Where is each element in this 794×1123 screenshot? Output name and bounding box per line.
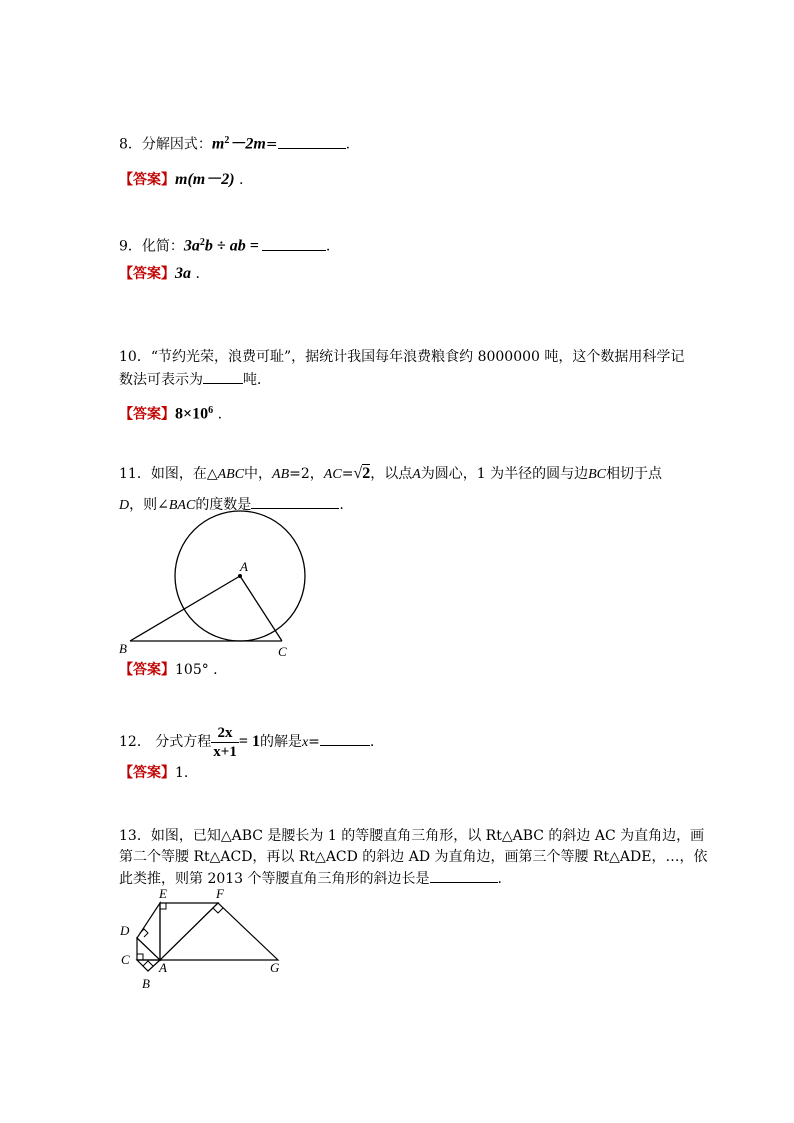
q13-label-f: F [216,886,224,901]
q10-line2-b: 吨． [243,372,271,388]
q13-line3-a: 此类推，则第 2013 个等腰直角三角形的斜边长是 [119,871,430,887]
q11-bc: BC [588,467,607,482]
q8-blank [278,134,346,149]
q10-line2 [119,369,271,390]
q9-expr-exp: 2 [199,237,205,248]
q8-eq: = [265,136,278,153]
q11-answer-tag: 【答案】 [119,662,175,678]
q9-answer-end: . [195,266,200,282]
q12-x: x [301,735,309,750]
q12-rhs: = 1 [238,733,260,750]
q11-label-a: A [240,559,248,574]
q12-fraction [211,724,239,761]
q8-answer-end: . [239,172,244,188]
q11-answer-value: 105° . [175,662,218,678]
q12-den-text: x+1 [213,743,237,760]
q13-label-e: E [159,886,167,901]
q9-answer [119,264,200,284]
q11-ac-val: = [341,466,354,482]
q12-stem: 12． 分式方程 [119,734,212,750]
q8-expr-exp: 2 [224,135,230,146]
q10-blank [203,369,243,384]
q13-right-angle-e [160,903,166,909]
q9-expr-rest: b ÷ ab = [204,237,259,255]
q11-bac: BAC [168,498,196,513]
q12-numerator [211,724,239,743]
q11-text-a: 11．如图，在△ [119,466,218,482]
q10-answer [119,401,222,425]
q10-line1: 10．“节约光荣，浪费可耻”，据统计我国每年浪费粮食约 8000000 吨，这个数据用科学记 [119,349,685,365]
q9-expr-a: 3a [183,237,200,255]
q13-right-angle-f [213,908,223,913]
q10-line2-a: 数法可表示为 [119,372,203,388]
q12-question [119,722,374,763]
q11-sqrt2-val: 2 [362,465,371,482]
q11-ab-val: =2， [289,466,324,482]
q12-answer-tag: 【答案】 [119,765,175,781]
q13-label-g: G [270,960,280,975]
q11-abc: ABC [217,467,245,482]
q11-text-c: ，以点 [370,466,413,482]
q8-expr-rest: －2m [229,135,266,153]
q8-stem: 8．分解因式： [119,136,212,153]
q12-answer [119,763,188,783]
q11-text-d: 为圆心，1 为半径的圆与边 [420,466,589,482]
q11-label-c: C [278,644,287,659]
q11-text-f: ，则∠ [129,497,169,513]
q11-center-point [238,574,242,578]
q11-figure [110,510,320,660]
q11-line1 [119,464,662,485]
q11-answer [119,660,218,680]
q12-blank [320,731,370,746]
q8-expr-m: m [211,135,225,153]
q13-triangle-ade [137,903,160,960]
q13-blank [430,868,498,883]
q13-label-c: C [121,952,130,967]
q11-blank [251,494,339,509]
q11-text-b: 中， [244,466,273,482]
q13-right-angle-c [137,954,143,960]
q9-question [119,233,330,257]
q9-stem: 9．化简： [119,238,184,255]
q12-end: . [369,734,375,750]
q11-sqrt2: √2 [353,465,371,482]
q11-segment-ac [240,576,282,641]
q13-label-a: A [159,960,167,975]
q12-after: 的解是 [259,734,302,750]
q11-text-g: 的度数是 [195,497,252,513]
q9-answer-value: 3a [175,265,191,282]
q13-right-angle-b [143,961,153,966]
q9-answer-tag: 【答案】 [119,266,175,282]
q13-line1: 13．如图，已知△ABC 是腰长为 1 的等腰直角三角形，以 Rt△ABC 的斜边 AC 为直角边，画 [119,828,705,844]
q9-end: . [325,238,331,255]
q8-answer [119,170,243,190]
q11-segment-ab [130,576,240,641]
q13-line3-b: . [497,871,502,887]
q12-eq: = [308,734,320,750]
q8-answer-value: m(m－2) [175,171,235,188]
q11-ab: AB [272,467,290,482]
q13-label-d: D [120,923,130,938]
q10-answer-exp: 6 [208,405,214,416]
q12-answer-value: 1. [175,765,189,781]
q11-label-b: B [119,641,127,656]
q10-answer-tag: 【答案】 [119,406,175,423]
q11-ac: AC [323,467,342,482]
q11-d: D [119,498,130,513]
q12-denominator [211,743,239,761]
q10-answer-base: 8×10 [175,405,209,423]
q11-text-e: 相切于点 [606,466,663,482]
q11-a: A [412,467,421,482]
q10-answer-end: . [217,406,223,423]
q8-question [119,131,350,155]
q8-answer-tag: 【答案】 [119,172,175,188]
q12-num-text: 2x [217,724,233,741]
q13-label-b: B [142,976,150,991]
q13-right-angle-d [140,929,148,937]
q8-end: . [345,136,351,153]
q13-line2: 第二个等腰 Rt△ACD，再以 Rt△ACD 的斜边 AD 为直角边，画第三个等腰 Rt△ADE，…，依 [119,849,708,865]
q11-text-h: . [339,497,344,513]
q13-figure [110,885,295,995]
q9-blank [262,236,326,251]
